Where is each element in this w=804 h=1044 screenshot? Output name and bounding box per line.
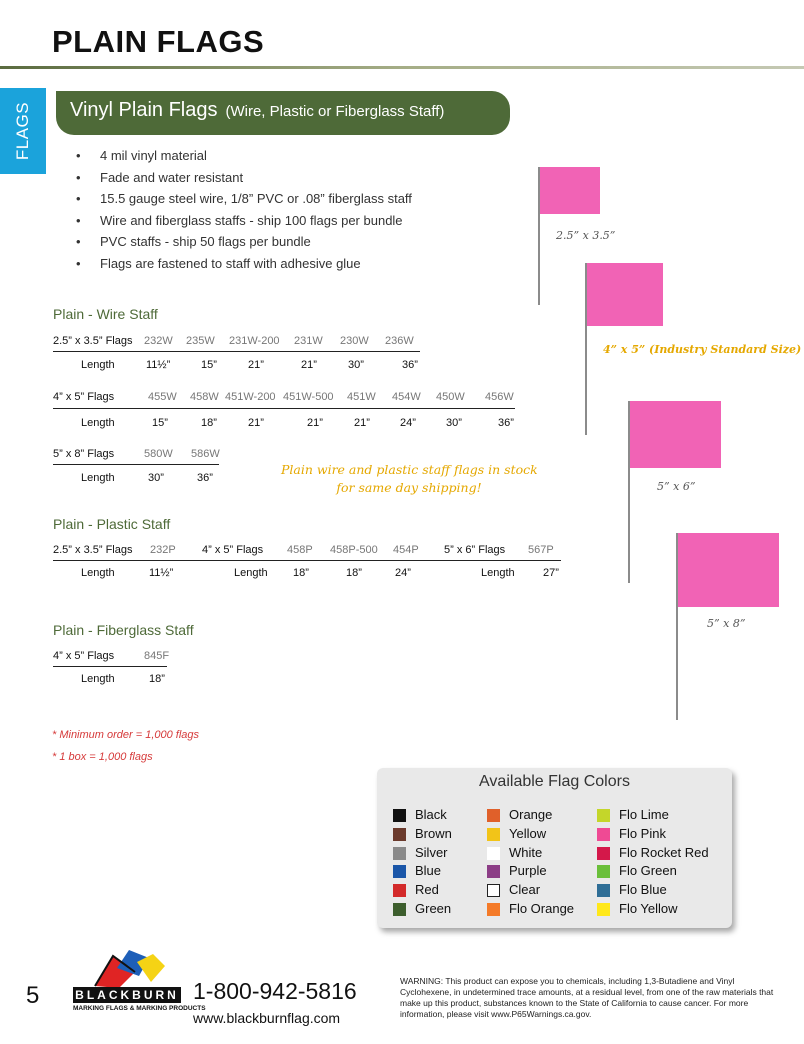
color-name: White xyxy=(509,845,543,860)
size-label: 4” x 5” Flags xyxy=(53,650,115,662)
table-rule xyxy=(53,464,219,465)
feature-item: • Fade and water resistant xyxy=(76,170,412,192)
color-name: Green xyxy=(415,901,452,916)
product-code: 580W xyxy=(144,448,173,460)
flag-2-5x3-5 xyxy=(540,167,600,214)
length-value: 11½” xyxy=(146,359,171,371)
product-code: 451W xyxy=(347,391,376,403)
feature-item: • Wire and fiberglass staffs - ship 100 flags per bundle xyxy=(76,213,412,235)
product-code: 454P xyxy=(393,544,419,556)
color-swatch xyxy=(393,884,406,897)
table-rule xyxy=(53,666,167,667)
product-code: 451W-500 xyxy=(283,391,334,403)
color-swatch xyxy=(487,809,500,822)
color-swatch xyxy=(393,847,406,860)
color-name: Orange xyxy=(509,807,553,822)
color-swatch xyxy=(487,865,500,878)
feature-item: • Flags are fastened to staff with adhesive glue xyxy=(76,256,412,278)
color-swatch xyxy=(597,847,610,860)
length-value: 21” xyxy=(248,359,264,371)
stock-callout-line: for same day shipping! xyxy=(336,480,482,495)
color-swatch xyxy=(487,828,500,841)
flag-size-label: 5” x 6” xyxy=(657,480,696,493)
phone-number: 1-800-942-5816 xyxy=(193,978,357,1004)
flag-size-label: 4” x 5” (Industry Standard Size) xyxy=(603,343,802,356)
length-label: Length xyxy=(481,567,515,579)
color-swatch xyxy=(487,903,500,916)
stock-callout-line: Plain wire and plastic staff flags in stock xyxy=(281,462,538,477)
color-swatch xyxy=(597,884,610,897)
page-title: PLAIN FLAGS xyxy=(52,24,265,59)
product-code: 456W xyxy=(485,391,514,403)
product-code: 235W xyxy=(186,335,215,347)
length-value: 21” xyxy=(307,417,323,429)
box-quantity-note: * 1 box = 1,000 flags xyxy=(52,751,153,763)
length-value: 21” xyxy=(301,359,317,371)
color-name: Yellow xyxy=(509,826,547,841)
size-label: 2.5” x 3.5” Flags xyxy=(53,335,133,347)
table-rule xyxy=(53,351,420,352)
stock-callout xyxy=(281,461,537,497)
product-code: 458W xyxy=(190,391,219,403)
color-name: Flo Lime xyxy=(619,807,669,822)
product-code: 231W-200 xyxy=(229,335,280,347)
product-code: 845F xyxy=(144,650,170,662)
brand-tagline: MARKING FLAGS & MARKING PRODUCTS xyxy=(73,1005,206,1012)
length-value: 11½” xyxy=(149,567,174,579)
size-label: 4” x 5” Flags xyxy=(53,391,115,403)
color-swatch xyxy=(597,903,610,916)
length-label: Length xyxy=(81,567,115,579)
color-name: Brown xyxy=(415,826,452,841)
length-value: 18” xyxy=(346,567,362,579)
length-label: Length xyxy=(81,673,115,685)
flag-4x5 xyxy=(587,263,663,326)
length-label: Length xyxy=(81,359,115,371)
color-name: Flo Rocket Red xyxy=(619,845,709,860)
product-code: 450W xyxy=(436,391,465,403)
size-label: 2.5” x 3.5” Flags xyxy=(53,544,133,556)
color-swatch xyxy=(393,809,406,822)
color-swatch xyxy=(597,828,610,841)
section-header xyxy=(56,91,510,135)
feature-item: • PVC staffs - ship 50 flags per bundle xyxy=(76,234,412,256)
color-name: Black xyxy=(415,807,447,822)
length-value: 15” xyxy=(152,417,168,429)
length-label: Length xyxy=(81,417,115,429)
color-name: Flo Green xyxy=(619,863,677,878)
length-value: 30” xyxy=(348,359,364,371)
product-code: 454W xyxy=(392,391,421,403)
product-code: 458P-500 xyxy=(330,544,378,556)
length-value: 36” xyxy=(197,472,213,484)
flag-5x8 xyxy=(678,533,779,607)
color-name: Flo Pink xyxy=(619,826,666,841)
product-code: 451W-200 xyxy=(225,391,276,403)
color-swatch xyxy=(393,903,406,916)
color-swatch xyxy=(597,865,610,878)
length-value: 18” xyxy=(293,567,309,579)
color-name: Clear xyxy=(509,882,541,897)
product-code: 586W xyxy=(191,448,220,460)
website-link[interactable]: www.blackburnflag.com xyxy=(193,1010,341,1026)
length-label: Length xyxy=(81,472,115,484)
length-value: 15” xyxy=(201,359,217,371)
color-name: Flo Yellow xyxy=(619,901,678,916)
feature-list xyxy=(76,148,412,277)
minimum-order-note: * Minimum order = 1,000 flags xyxy=(52,729,200,741)
length-value: 36” xyxy=(402,359,418,371)
length-value: 24” xyxy=(400,417,416,429)
product-code: 231W xyxy=(294,335,323,347)
product-code: 567P xyxy=(528,544,554,556)
length-value: 18” xyxy=(201,417,217,429)
flag-size-label: 2.5” x 3.5” xyxy=(556,229,616,242)
length-label: Length xyxy=(234,567,268,579)
side-tab xyxy=(0,88,46,174)
color-name: Flo Blue xyxy=(619,882,667,897)
fiberglass-staff-heading: Plain - Fiberglass Staff xyxy=(53,622,194,638)
color-name: Flo Orange xyxy=(509,901,575,916)
color-swatch xyxy=(487,847,500,860)
title-rule xyxy=(0,66,804,69)
side-tab-label: FLAGS xyxy=(13,101,32,161)
product-code: 458P xyxy=(287,544,313,556)
color-name: Blue xyxy=(415,863,442,878)
length-value: 21” xyxy=(248,417,264,429)
length-value: 18” xyxy=(149,673,165,685)
size-label: 4” x 5” Flags xyxy=(202,544,264,556)
color-name: Silver xyxy=(415,845,448,860)
table-rule xyxy=(53,408,515,409)
brand-name: BLACKBURN xyxy=(73,987,181,1003)
length-value: 27” xyxy=(543,567,559,579)
wire-staff-heading: Plain - Wire Staff xyxy=(53,306,158,322)
available-colors-panel xyxy=(377,768,732,928)
size-label: 5” x 8” Flags xyxy=(53,448,115,460)
feature-item: • 4 mil vinyl material xyxy=(76,148,412,170)
product-code: 232W xyxy=(144,335,173,347)
product-code: 232P xyxy=(150,544,176,556)
length-value: 30” xyxy=(446,417,462,429)
flag-size-label: 5” x 8” xyxy=(707,617,746,630)
product-code: 236W xyxy=(385,335,414,347)
length-value: 36” xyxy=(498,417,514,429)
length-value: 24” xyxy=(395,567,411,579)
color-swatch xyxy=(487,884,500,897)
table-rule xyxy=(53,560,561,561)
color-swatch xyxy=(393,865,406,878)
page-number: 5 xyxy=(26,982,40,1009)
color-name: Purple xyxy=(509,863,547,878)
plastic-staff-heading: Plain - Plastic Staff xyxy=(53,516,171,532)
section-header-title: Vinyl Plain Flags xyxy=(70,99,218,121)
product-code: 230W xyxy=(340,335,369,347)
feature-item: • 15.5 gauge steel wire, 1/8” PVC or .08” fiberglass staff xyxy=(76,191,412,213)
size-label: 5” x 6” Flags xyxy=(444,544,506,556)
color-name: Red xyxy=(415,882,439,897)
length-value: 21” xyxy=(354,417,370,429)
flag-5x6 xyxy=(630,401,721,468)
section-header-subtitle: (Wire, Plastic or Fiberglass Staff) xyxy=(225,103,445,120)
product-code: 455W xyxy=(148,391,177,403)
prop65-warning: WARNING: This product can expose you to chemicals, including 1,3-Butadiene and Vinyl Cyclohexene, in undetermined trace amounts, at a residual level, from one of the raw materials that make up this product, substances known to the State of California to cause cancer. For more information, please visit www.P65Warnings.ca.gov. xyxy=(400,976,774,1019)
length-value: 30” xyxy=(148,472,164,484)
color-swatch xyxy=(597,809,610,822)
colors-title: Available Flag Colors xyxy=(479,773,630,790)
color-swatch xyxy=(393,828,406,841)
